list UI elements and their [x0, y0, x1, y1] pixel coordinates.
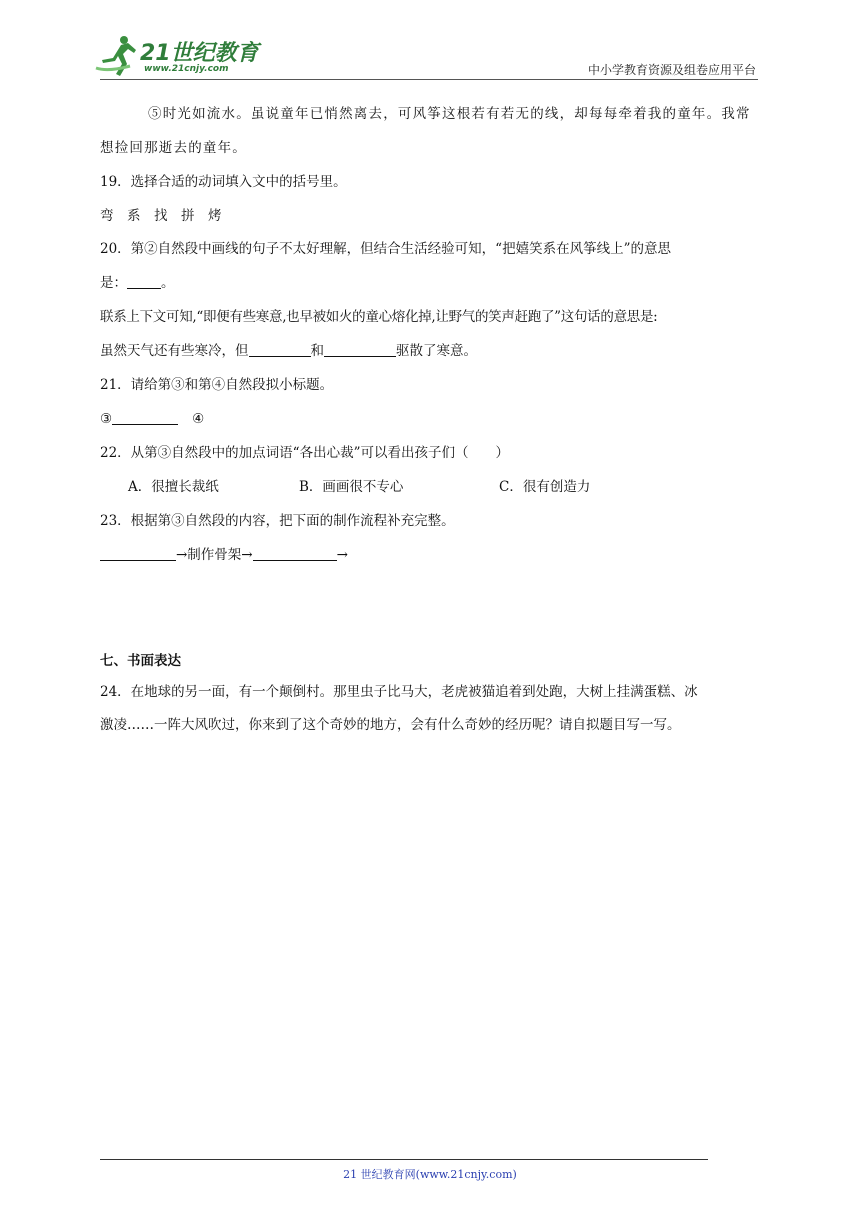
question-20-line-1: 20．第②自然段中画线的句子不太好理解，但结合生活经验可知，“把嬉笑系在风筝线上”的意思 — [100, 241, 671, 257]
site-logo — [94, 34, 264, 78]
question-21-label-4: ④ — [192, 411, 205, 427]
question-23: 23．根据第③自然段的内容，把下面的制作流程补充完整。 — [100, 513, 455, 529]
runner-logo-icon — [94, 34, 142, 78]
answer-blank-20b[interactable] — [249, 343, 311, 357]
footer-divider — [100, 1159, 708, 1160]
question-19: 19．选择合适的动词填入文中的括号里。 — [100, 174, 347, 190]
question-21: 21．请给第③和第④自然段拟小标题。 — [100, 377, 334, 393]
question-19-word-bank: 弯 系 找 拼 烤 — [100, 208, 222, 224]
question-24-line-2: 激凌……一阵大风吹过，你来到了这个奇妙的地方，会有什么奇妙的经历呢？请自拟题目写一写。 — [100, 717, 681, 733]
option-c[interactable]: C．很有创造力 — [499, 479, 591, 495]
option-a[interactable]: A．很擅长裁纸 — [128, 479, 219, 495]
question-20-clause-c: 驱散了寒意。 — [396, 343, 477, 359]
answer-blank-20a[interactable] — [127, 275, 161, 289]
question-20-line-4 — [100, 342, 477, 360]
question-20-suffix: 。 — [161, 275, 175, 291]
option-b[interactable]: B．画画很不专心 — [299, 479, 404, 495]
question-23-flow — [100, 546, 348, 564]
platform-name: 中小学教育资源及组卷应用平台 — [587, 63, 756, 77]
logo-url: www.21cnjy.com — [144, 64, 229, 74]
question-21-answers — [100, 410, 204, 428]
page-header — [0, 0, 860, 80]
footer-link[interactable]: 21 世纪教育网(www.21cnjy.com) — [343, 1168, 517, 1181]
question-20-clause-b: 和 — [310, 343, 324, 359]
answer-blank-23a[interactable] — [100, 547, 176, 561]
answer-blank-23b[interactable] — [253, 547, 337, 561]
answer-blank-21a[interactable] — [112, 411, 178, 425]
question-20-line-2 — [100, 274, 175, 292]
header-divider — [100, 79, 758, 80]
question-20-prefix: 是： — [100, 275, 127, 291]
question-20-line-3: 联系上下文可知,“即便有些寒意,也早被如火的童心熔化掉,让野气的笑声赶跑了”这句话的意思是: — [100, 309, 658, 325]
section-7-heading: 七、书面表达 — [100, 653, 181, 669]
flow-middle-step: →制作骨架→ — [176, 547, 253, 563]
question-20-clause-a: 虽然天气还有些寒冷，但 — [100, 343, 249, 359]
logo-text: 21世纪教育 — [140, 41, 259, 66]
paragraph-5-line-1: ⑤时光如流水。虽说童年已悄然离去，可风筝这根若有若无的线，却每每牵着我的童年。我常 — [148, 106, 751, 122]
question-22: 22．从第③自然段中的加点词语“各出心裁”可以看出孩子们（ ） — [100, 445, 509, 461]
flow-end-arrow: → — [336, 547, 348, 563]
paragraph-5-line-2: 想捡回那逝去的童年。 — [100, 140, 247, 156]
question-24-line-1: 24．在地球的另一面，有一个颠倒村。那里虫子比马大，老虎被猫追着到处跑，大树上挂满蛋糕、冰 — [100, 684, 698, 700]
question-21-label-3: ③ — [100, 411, 113, 427]
answer-blank-20c[interactable] — [324, 343, 396, 357]
